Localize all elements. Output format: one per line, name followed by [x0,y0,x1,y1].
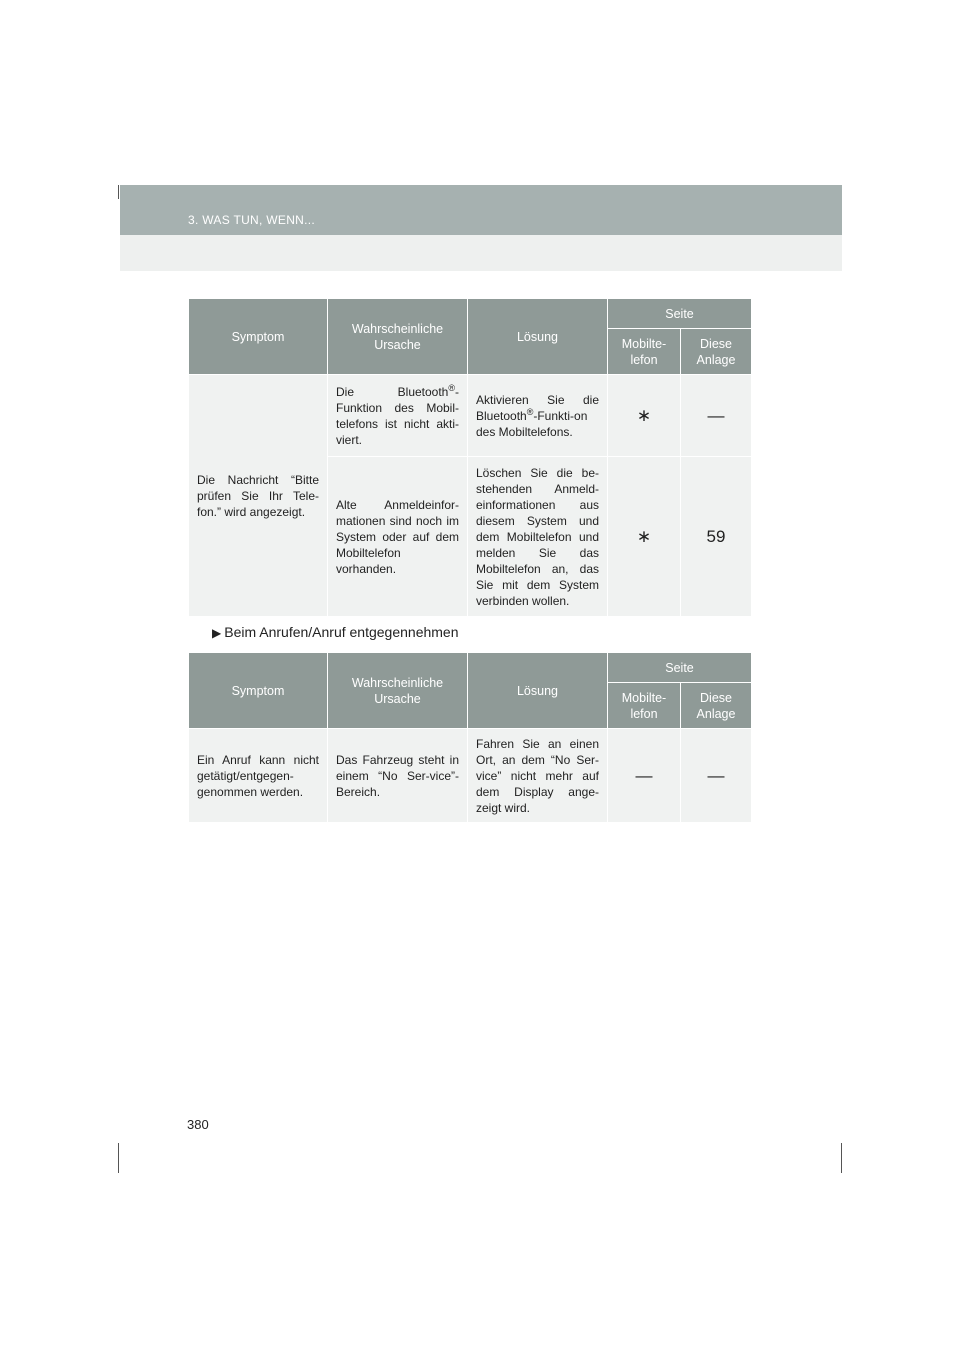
header-system: Diese Anlage [681,683,752,729]
header-mobile: Mobilte-lefon [608,683,681,729]
crop-mark [118,1143,119,1173]
section-heading: ▶ Beim Anrufen/Anruf entgegennehmen [212,624,459,640]
header-cause: Wahrscheinliche Ursache [328,299,468,375]
troubleshooting-table-1 [188,298,752,617]
header-sub-band [120,235,842,271]
header-mobile: Mobilte-lefon [608,329,681,375]
page-system-cell: — [681,375,752,457]
page-number: 380 [187,1117,209,1132]
triangle-bullet-icon: ▶ [212,626,222,640]
header-symptom: Symptom [189,653,328,729]
registered-mark: ® [448,382,455,393]
chapter-title: 3. WAS TUN, WENN... [188,213,316,227]
crop-mark [118,185,119,199]
symptom-cell: Die Nachricht “Bitte prüfen Sie Ihr Tele-fon.” wird angezeigt. [189,375,328,617]
header-system: Diese Anlage [681,329,752,375]
symptom-cell: Ein Anruf kann nicht getätigt/entgegen-genommen werden. [189,729,328,823]
header-solution: Lösung [468,653,608,729]
cause-cell: Die Bluetooth®-Funktion des Mobil-telefons ist nicht akti-viert. [328,375,468,457]
header-solution: Lösung [468,299,608,375]
cause-cell: Das Fahrzeug steht in einem “No Ser-vice”-Bereich. [328,729,468,823]
registered-mark: ® [526,406,534,417]
solution-cell: Aktivieren Sie die Bluetooth®-Funkti-on des Mobiltelefons. [468,375,608,457]
header-page: Seite [608,653,752,683]
page-mobile-cell: ∗ [608,375,681,457]
cause-cell: Alte Anmeldeinfor-mationen sind noch im System oder auf dem Mobiltelefon vorhanden. [328,457,468,617]
page-system-cell: — [681,729,752,823]
chapter-header [120,185,842,235]
solution-cell: Löschen Sie die be-stehenden Anmeld-einformationen aus diesem System und dem Mobiltelefon und melden Sie das Mobiltelefon an, das Sie mit dem System verbinden wollen. [468,457,608,617]
page-system-cell: 59 [681,457,752,617]
header-cause: Wahrscheinliche Ursache [328,653,468,729]
troubleshooting-table-2 [188,652,752,823]
header-symptom: Symptom [189,299,328,375]
crop-mark [841,1143,842,1173]
page-mobile-cell: — [608,729,681,823]
page-mobile-cell: ∗ [608,457,681,617]
header-page: Seite [608,299,752,329]
solution-cell: Fahren Sie an einen Ort, an dem “No Ser-vice” nicht mehr auf dem Display ange-zeigt wird. [468,729,608,823]
